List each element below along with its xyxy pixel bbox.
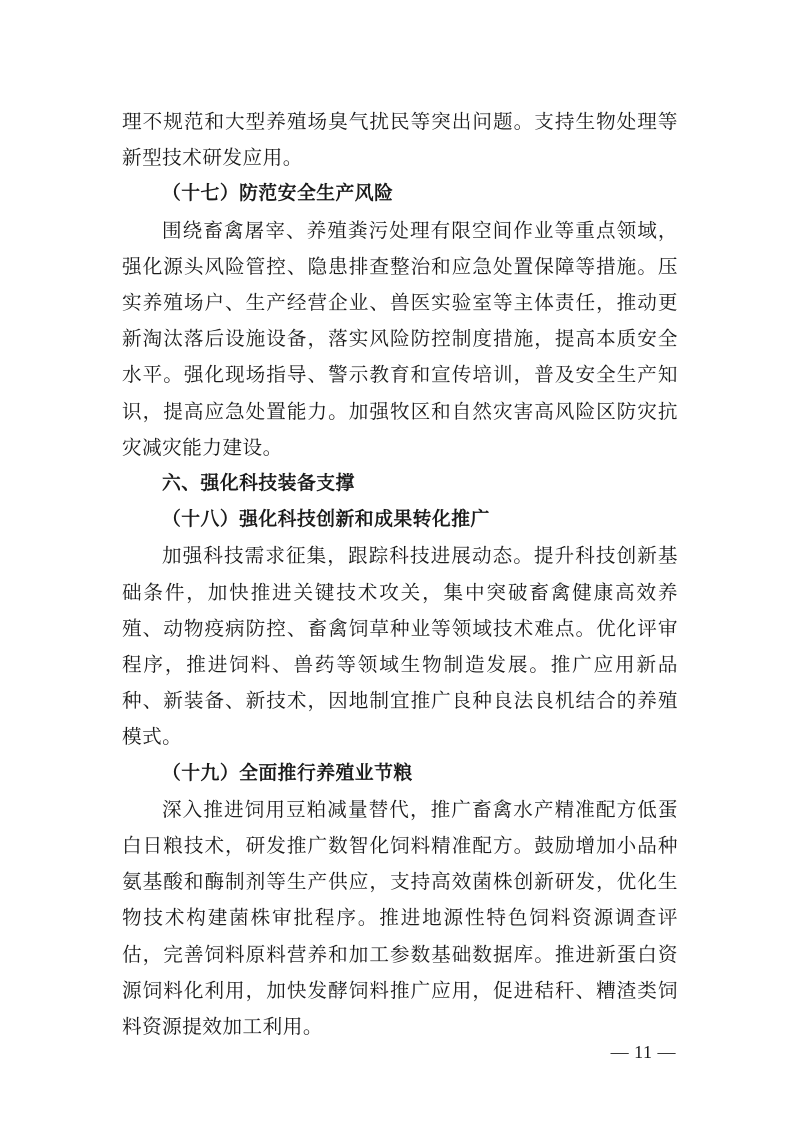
section-heading-6: 六、强化科技装备支撑 xyxy=(162,473,355,495)
document-body xyxy=(122,104,678,1045)
paragraph-safety: 围绕畜禽屠宰、养殖粪污处理有限空间作业等重点领域，强化源头风险管控、隐患排查整治和应急处置保障等措施。压实养殖场户、生产经营企业、兽医实验室等主体责任，推动更新淘汰落后设施设备，落实风险防控制度措施，提高本质安全水平。强化现场指导、警示教育和宣传培训，普及安全生产知识，提高应急处置能力。加强牧区和自然灾害高风险区防灾抗灾减灾能力建设。 xyxy=(122,218,678,459)
paragraph-grain-saving: 深入推进饲用豆粕减量替代，推广畜禽水产精准配方低蛋白日粮技术，研发推广数智化饲料精准配方。鼓励增加小品种氨基酸和酶制剂等生产供应，支持高效菌株创新研发，优化生物技术构建菌株审批程序。推进地源性特色饲料资源调查评估，完善饲料原料营养和加工参数基础数据库。推进新蛋白资源饲料化利用，加快发酵饲料推广应用，促进秸秆、糟渣类饲料资源提效加工利用。 xyxy=(122,797,678,1039)
paragraph-innovation: 加强科技需求征集，跟踪科技进展动态。提升科技创新基础条件，加快推进关键技术攻关，集中突破畜禽健康高效养殖、动物疫病防控、畜禽饲草种业等领域技术难点。优化评审程序，推进饲料、兽药等领域生物制造发展。推广应用新品种、新装备、新技术，因地制宜推广良种良法良机结合的养殖模式。 xyxy=(122,544,678,749)
page-number: — 11 — xyxy=(610,1042,676,1062)
subheading-18: （十八）强化科技创新和成果转化推广 xyxy=(162,509,490,531)
subheading-19: （十九）全面推行养殖业节粮 xyxy=(162,762,413,784)
paragraph-continued: 理不规范和大型养殖场臭气扰民等突出问题。支持生物处理等新型技术研发应用。 xyxy=(122,110,678,170)
subheading-17: （十七）防范安全生产风险 xyxy=(162,183,394,205)
